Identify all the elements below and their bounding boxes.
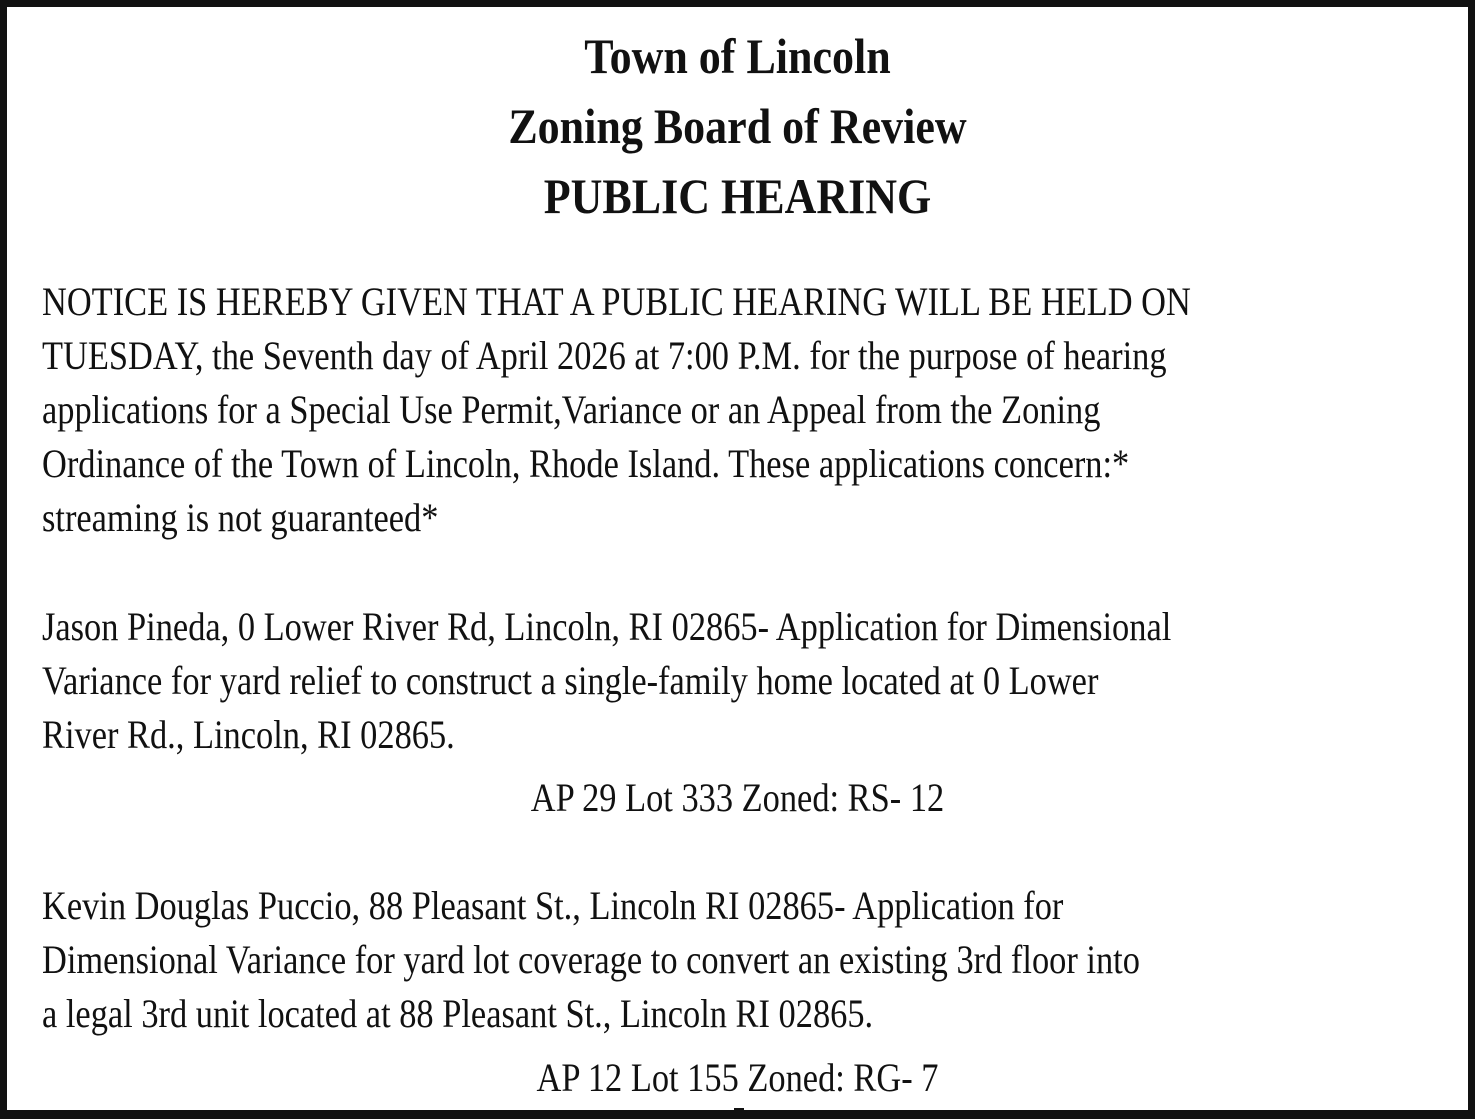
notice-line: TUESDAY, the Seventh day of April 2026 at 7:00 P.M. for the purpose of hearing (42, 333, 1167, 378)
application-line: Variance for yard relief to construct a single-family home located at 0 Lower (42, 658, 1099, 703)
notice-header (95, 21, 1381, 231)
cut-off-text-fragment (734, 1108, 744, 1112)
notice-line: Ordinance of the Town of Lincoln, Rhode Island. These applications concern:* (42, 441, 1130, 486)
notice-paragraph (42, 275, 1418, 545)
application-line: Kevin Douglas Puccio, 88 Pleasant St., Lincoln RI 02865- Application for (42, 883, 1064, 928)
application-parcel-info: AP 12 Lot 155 Zoned: RG- 7 (536, 1055, 939, 1100)
application-line: Dimensional Variance for yard lot coverage to convert an existing 3rd floor into (42, 937, 1140, 982)
notice-line: applications for a Special Use Permit,Variance or an Appeal from the Zoning (42, 387, 1101, 432)
application-entry-puccio (42, 879, 1418, 1041)
header-hearing-title: PUBLIC HEARING (543, 168, 932, 224)
application-line: a legal 3rd unit located at 88 Pleasant St., Lincoln RI 02865. (42, 991, 874, 1036)
application-entry-pineda (42, 600, 1418, 762)
application-parcel-info: AP 29 Lot 333 Zoned: RS- 12 (530, 775, 945, 820)
application-line: River Rd., Lincoln, RI 02865. (42, 712, 455, 757)
notice-line: streaming is not guaranteed* (42, 495, 439, 540)
header-board-name: Zoning Board of Review (508, 98, 967, 154)
application-line: Jason Pineda, 0 Lower River Rd, Lincoln, RI 02865- Application for Dimensional (42, 604, 1172, 649)
notice-line: NOTICE IS HEREBY GIVEN THAT A PUBLIC HEARING WILL BE HELD ON (42, 279, 1191, 324)
header-town-name: Town of Lincoln (584, 28, 891, 84)
